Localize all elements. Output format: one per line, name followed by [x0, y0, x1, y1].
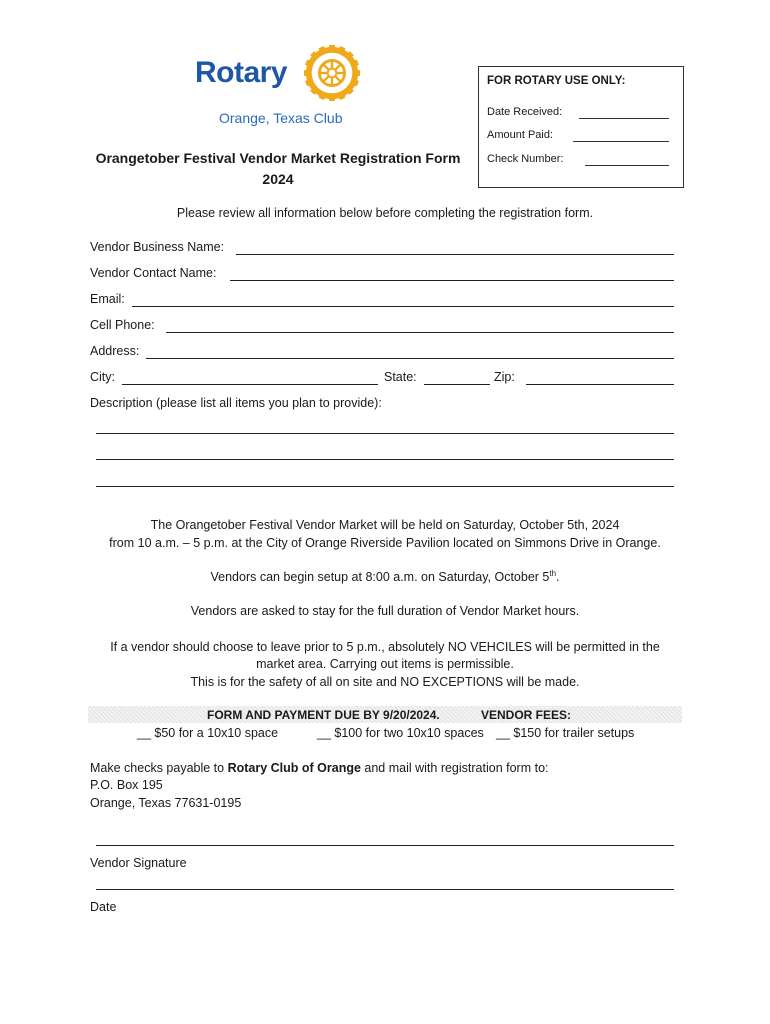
- fee-option-1[interactable]: __ $50 for a 10x10 space: [137, 726, 279, 740]
- city-state-zip-row: [90, 370, 674, 388]
- city-label: City:: [90, 370, 115, 384]
- check-number-row: Check Number:: [487, 153, 563, 165]
- zip-label: Zip:: [494, 370, 515, 384]
- leave-text-3: This is for the safety of all on site and NO EXCEPTIONS will be made.: [190, 675, 580, 689]
- email-field[interactable]: Email:: [90, 292, 674, 310]
- form-title: Orangetober Festival Vendor Market Registration Form 2024: [95, 150, 461, 187]
- setup-text: Vendors can begin setup at 8:00 a.m. on Saturday, October 5th.: [210, 569, 560, 585]
- contact-name-field[interactable]: Vendor Contact Name:: [90, 266, 674, 284]
- city-zip-text: Orange, Texas 77631-0195: [90, 796, 242, 810]
- event-location-text: from 10 a.m. – 5 p.m. at the City of Orange Riverside Pavilion located on Simmons Drive in Orange.: [109, 536, 661, 550]
- description-line-3[interactable]: [96, 486, 674, 487]
- vendor-fees-heading: VENDOR FEES:: [481, 708, 572, 722]
- leave-text-2: market area. Carrying out items is permissible.: [256, 657, 514, 671]
- fee-option-3[interactable]: __ $150 for trailer setups: [496, 726, 635, 740]
- leave-text-1: If a vendor should choose to leave prior to 5 p.m., absolutely NO VEHCILES will be permitted in the: [110, 640, 660, 654]
- due-date-text: FORM AND PAYMENT DUE BY 9/20/2024.: [207, 708, 440, 722]
- po-box-text: P.O. Box 195: [90, 778, 163, 792]
- event-date-text: The Orangetober Festival Vendor Market will be held on Saturday, October 5th, 2024: [150, 518, 620, 532]
- amount-paid-line[interactable]: [573, 141, 669, 142]
- date-line[interactable]: [96, 889, 674, 890]
- state-label: State:: [384, 370, 417, 384]
- state-line[interactable]: [424, 384, 490, 385]
- description-label-row: Description (please list all items you plan to provide):: [90, 396, 382, 410]
- description-line-1[interactable]: [96, 433, 674, 434]
- check-number-line[interactable]: [585, 165, 669, 166]
- description-line-2[interactable]: [96, 459, 674, 460]
- business-name-field[interactable]: Vendor Business Name:: [90, 240, 674, 258]
- address-field[interactable]: Address:: [90, 344, 674, 362]
- date-label: Date: [90, 900, 117, 914]
- payable-text: Make checks payable to Rotary Club of Orange and mail with registration form to:: [90, 761, 549, 775]
- office-use-box: [478, 66, 684, 188]
- signature-line[interactable]: [96, 845, 674, 846]
- intro-text: Please review all information below before completing the registration form.: [176, 206, 594, 220]
- stay-text: Vendors are asked to stay for the full duration of Vendor Market hours.: [190, 604, 580, 618]
- date-received-row: Date Received:: [487, 106, 562, 118]
- city-line[interactable]: [122, 384, 378, 385]
- cell-phone-field[interactable]: Cell Phone:: [90, 318, 674, 336]
- date-received-line[interactable]: [579, 118, 669, 119]
- club-name: Orange, Texas Club: [219, 110, 343, 126]
- amount-paid-row: Amount Paid:: [487, 129, 553, 141]
- zip-line[interactable]: [526, 384, 674, 385]
- rotary-wheel-icon: [303, 44, 361, 102]
- signature-label: Vendor Signature: [90, 856, 187, 870]
- fee-option-2[interactable]: __ $100 for two 10x10 spaces: [317, 726, 484, 740]
- rotary-logo-text: Rotary: [195, 56, 288, 89]
- office-use-heading: FOR ROTARY USE ONLY:: [487, 75, 626, 87]
